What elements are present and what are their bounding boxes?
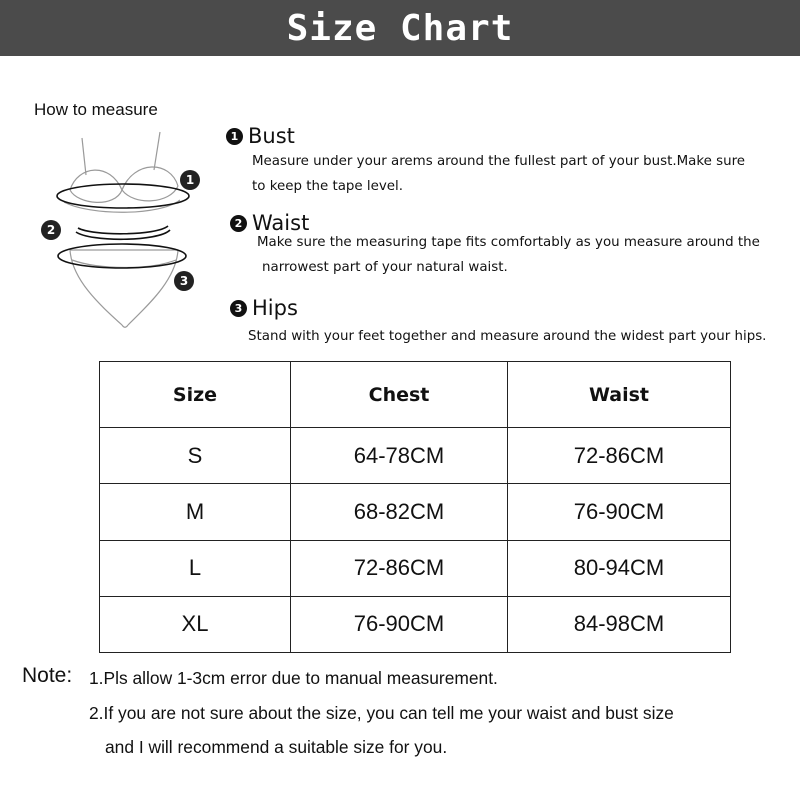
bust-title: Bust: [248, 124, 295, 148]
waist-number-icon: 2: [230, 215, 247, 232]
table-header-row: [100, 362, 731, 428]
waist-cell: 80-94CM: [508, 540, 731, 596]
waist-line-2: narrowest part of your natural waist.: [262, 260, 508, 275]
note-label: Note:: [22, 664, 73, 687]
waist-instructions: [257, 230, 760, 280]
table-row: [100, 540, 731, 596]
chest-cell: 76-90CM: [291, 596, 508, 652]
how-to-measure-label: How to measure: [34, 100, 158, 119]
chest-cell: 68-82CM: [291, 484, 508, 540]
bust-heading: [226, 124, 295, 148]
note-item-3: and I will recommend a suitable size for you.: [105, 737, 448, 757]
note-item-2: 2.If you are not sure about the size, you can tell me your waist and bust size: [89, 703, 674, 723]
size-table: [99, 361, 731, 653]
marker-2-badge: 2: [41, 220, 61, 240]
size-cell: S: [100, 428, 291, 484]
waist-cell: 72-86CM: [508, 428, 731, 484]
bust-line-2: to keep the tape level.: [252, 179, 403, 194]
page-title-banner: [0, 0, 800, 56]
waist-cell: 76-90CM: [508, 484, 731, 540]
bust-instructions: [252, 149, 745, 199]
bust-line-1: Measure under your arems around the fullest part of your bust.Make sure: [252, 154, 746, 169]
table-row: [100, 428, 731, 484]
size-cell: XL: [100, 596, 291, 652]
page-title: Size Chart: [286, 7, 514, 49]
hips-heading: [230, 296, 298, 320]
header-chest: Chest: [291, 362, 508, 428]
table-row: [100, 484, 731, 540]
bust-number-icon: 1: [226, 128, 243, 145]
marker-1-badge: 1: [180, 170, 200, 190]
hips-line-1: Stand with your feet together and measure around the widest part your hips.: [248, 329, 767, 344]
chest-cell: 64-78CM: [291, 428, 508, 484]
marker-3-badge: 3: [174, 271, 194, 291]
header-size: Size: [100, 362, 291, 428]
hips-number-icon: 3: [230, 300, 247, 317]
hips-title: Hips: [252, 296, 298, 320]
header-waist: Waist: [508, 362, 731, 428]
waist-cell: 84-98CM: [508, 596, 731, 652]
waist-line-1: Make sure the measuring tape fits comfortably as you measure around the: [257, 235, 760, 250]
waist-title: Waist: [252, 211, 310, 235]
size-cell: L: [100, 540, 291, 596]
chest-cell: 72-86CM: [291, 540, 508, 596]
size-cell: M: [100, 484, 291, 540]
hips-instructions: [248, 324, 766, 349]
note-item-1: 1.Pls allow 1-3cm error due to manual measurement.: [89, 668, 498, 688]
table-row: [100, 596, 731, 652]
